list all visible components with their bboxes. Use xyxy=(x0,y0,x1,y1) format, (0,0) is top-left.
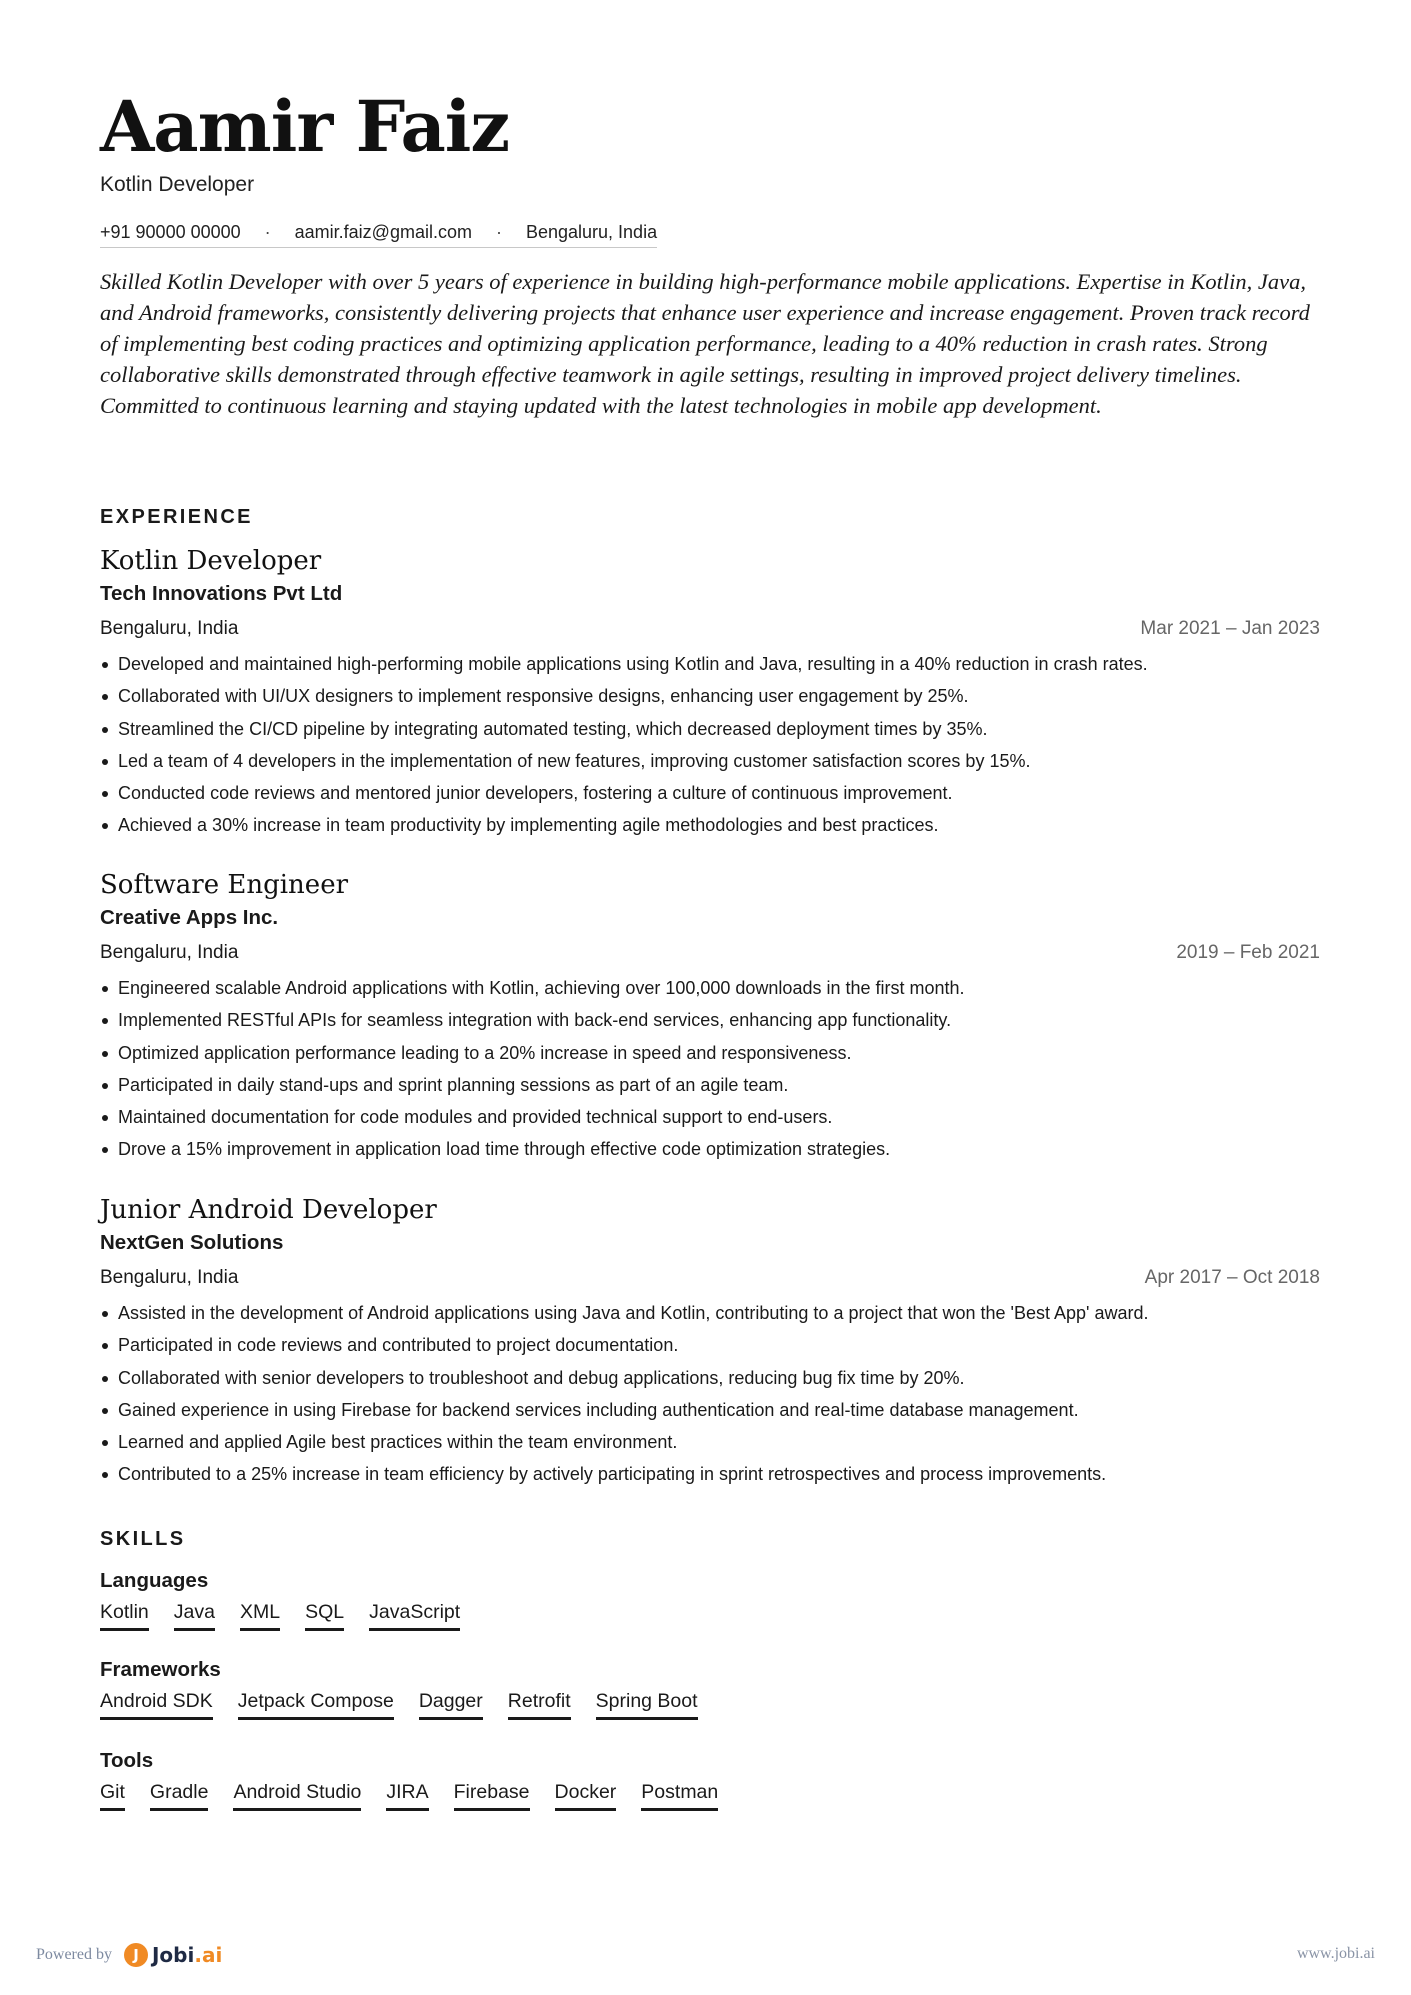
bullet-item: Contributed to a 25% increase in team efficiency by actively participating in sprint retrospectives and process improvements. xyxy=(100,1458,1320,1490)
job-bullets xyxy=(100,648,1320,842)
skill-tag: JavaScript xyxy=(369,1598,460,1631)
candidate-name: Aamir Faiz xyxy=(100,85,510,168)
job-meta xyxy=(100,1265,1320,1291)
bullet-item: Streamlined the CI/CD pipeline by integrating automated testing, which decreased deployment times by 35%. xyxy=(100,713,1320,745)
skill-tag: SQL xyxy=(305,1598,344,1631)
skill-tag: Android SDK xyxy=(100,1687,213,1720)
bullet-item: Engineered scalable Android applications with Kotlin, achieving over 100,000 downloads in the first month. xyxy=(100,972,1320,1004)
skill-tag: Git xyxy=(100,1778,125,1811)
skill-tag: Kotlin xyxy=(100,1598,149,1631)
jobi-logo[interactable] xyxy=(152,1943,222,1967)
skill-tag: Dagger xyxy=(419,1687,483,1720)
skill-tag: Postman xyxy=(641,1778,718,1811)
bullet-item: Collaborated with UI/UX designers to implement responsive designs, enhancing user engagement by 25%. xyxy=(100,680,1320,712)
skill-tag: XML xyxy=(240,1598,280,1631)
contact-location: Bengaluru, India xyxy=(525,222,658,242)
bullet-item: Led a team of 4 developers in the implementation of new features, improving customer satisfaction scores by 15%. xyxy=(100,745,1320,777)
job-dates: 2019 – Feb 2021 xyxy=(1176,942,1320,963)
experience-entry xyxy=(100,1193,1320,1491)
skill-tag: JIRA xyxy=(386,1778,428,1811)
skill-tag: Spring Boot xyxy=(596,1687,698,1720)
job-dates: Apr 2017 – Oct 2018 xyxy=(1144,1267,1320,1288)
skill-group-label: Tools xyxy=(100,1749,154,1772)
contact-email[interactable]: aamir.faiz@gmail.com xyxy=(294,222,472,242)
job-title: Junior Android Developer xyxy=(100,1195,437,1225)
job-dates: Mar 2021 – Jan 2023 xyxy=(1140,618,1320,639)
experience-entry xyxy=(100,868,1320,1166)
bullet-item: Conducted code reviews and mentored junior developers, fostering a culture of continuous improvement. xyxy=(100,777,1320,809)
bullet-item: Learned and applied Agile best practices within the team environment. xyxy=(100,1426,1320,1458)
candidate-title: Kotlin Developer xyxy=(100,173,255,196)
bullet-item: Participated in code reviews and contributed to project documentation. xyxy=(100,1329,1320,1361)
company-name: Tech Innovations Pvt Ltd xyxy=(100,582,343,605)
powered-by-text: Powered by xyxy=(36,1946,112,1963)
contact-bar xyxy=(100,220,657,248)
contact-separator: · xyxy=(495,222,502,242)
skill-tag: Firebase xyxy=(454,1778,530,1811)
bullet-item: Achieved a 30% increase in team productivity by implementing agile methodologies and best practices. xyxy=(100,809,1320,841)
job-bullets xyxy=(100,972,1320,1166)
bullet-item: Developed and maintained high-performing mobile applications using Kotlin and Java, resulting in a 40% reduction in crash rates. xyxy=(100,648,1320,680)
job-bullets xyxy=(100,1297,1320,1491)
experience-heading: EXPERIENCE xyxy=(100,506,253,528)
skill-list xyxy=(100,1687,723,1720)
job-meta xyxy=(100,616,1320,642)
bullet-item: Gained experience in using Firebase for backend services including authentication and real-time database management. xyxy=(100,1394,1320,1426)
skill-list xyxy=(100,1778,743,1811)
skill-group-label: Frameworks xyxy=(100,1658,221,1681)
skill-group xyxy=(100,1748,743,1811)
skill-tag: Gradle xyxy=(150,1778,209,1811)
skill-list xyxy=(100,1598,485,1631)
bullet-item: Drove a 15% improvement in application load time through effective code optimization strategies. xyxy=(100,1133,1320,1165)
company-name: NextGen Solutions xyxy=(100,1231,284,1254)
skill-tag: Jetpack Compose xyxy=(238,1687,394,1720)
bullet-item: Assisted in the development of Android applications using Java and Kotlin, contributing to a project that won the 'Best App' award. xyxy=(100,1297,1320,1329)
professional-summary: Skilled Kotlin Developer with over 5 years of experience in building high-performance mobile applications. Expertise in Kotlin, Java, and Android frameworks, consistently delivering projects that enhance user experience and increase engagement. Proven track record of implementing best coding practices and optimizing application performance, leading to a 40% reduction in crash rates. Strong collaborative skills demonstrated through effective teamwork in agile settings, resulting in improved project delivery timelines. Committed to continuous learning and staying updated with the latest technologies in mobile app development. xyxy=(100,269,1310,418)
jobi-logo-icon: J xyxy=(124,1943,148,1967)
job-meta xyxy=(100,940,1320,966)
job-location: Bengaluru, India xyxy=(100,1267,239,1288)
job-location: Bengaluru, India xyxy=(100,942,239,963)
bullet-item: Implemented RESTful APIs for seamless integration with back-end services, enhancing app functionality. xyxy=(100,1004,1320,1036)
bullet-item: Participated in daily stand-ups and sprint planning sessions as part of an agile team. xyxy=(100,1069,1320,1101)
skill-group xyxy=(100,1568,485,1631)
bullet-item: Maintained documentation for code modules and provided technical support to end-users. xyxy=(100,1101,1320,1133)
company-name: Creative Apps Inc. xyxy=(100,906,279,929)
bullet-item: Collaborated with senior developers to troubleshoot and debug applications, reducing bug fix time by 20%. xyxy=(100,1362,1320,1394)
logo-suffix: .ai xyxy=(194,1943,223,1967)
contact-separator: · xyxy=(264,222,271,242)
logo-name: Jobi xyxy=(151,1943,195,1967)
skills-heading: SKILLS xyxy=(100,1528,186,1550)
job-title: Software Engineer xyxy=(100,870,349,900)
skill-tag: Retrofit xyxy=(508,1687,571,1720)
powered-by-footer[interactable] xyxy=(36,1943,222,1967)
contact-phone: +91 90000 00000 xyxy=(100,222,241,242)
job-location: Bengaluru, India xyxy=(100,618,239,639)
skill-tag: Java xyxy=(174,1598,215,1631)
experience-entry xyxy=(100,544,1320,842)
bullet-item: Optimized application performance leading to a 20% increase in speed and responsiveness. xyxy=(100,1037,1320,1069)
skill-group-label: Languages xyxy=(100,1569,209,1592)
job-title: Kotlin Developer xyxy=(100,546,322,576)
skill-tag: Android Studio xyxy=(233,1778,361,1811)
skill-group xyxy=(100,1657,723,1720)
skill-tag: Docker xyxy=(555,1778,617,1811)
website-link[interactable]: www.jobi.ai xyxy=(1296,1945,1375,1962)
